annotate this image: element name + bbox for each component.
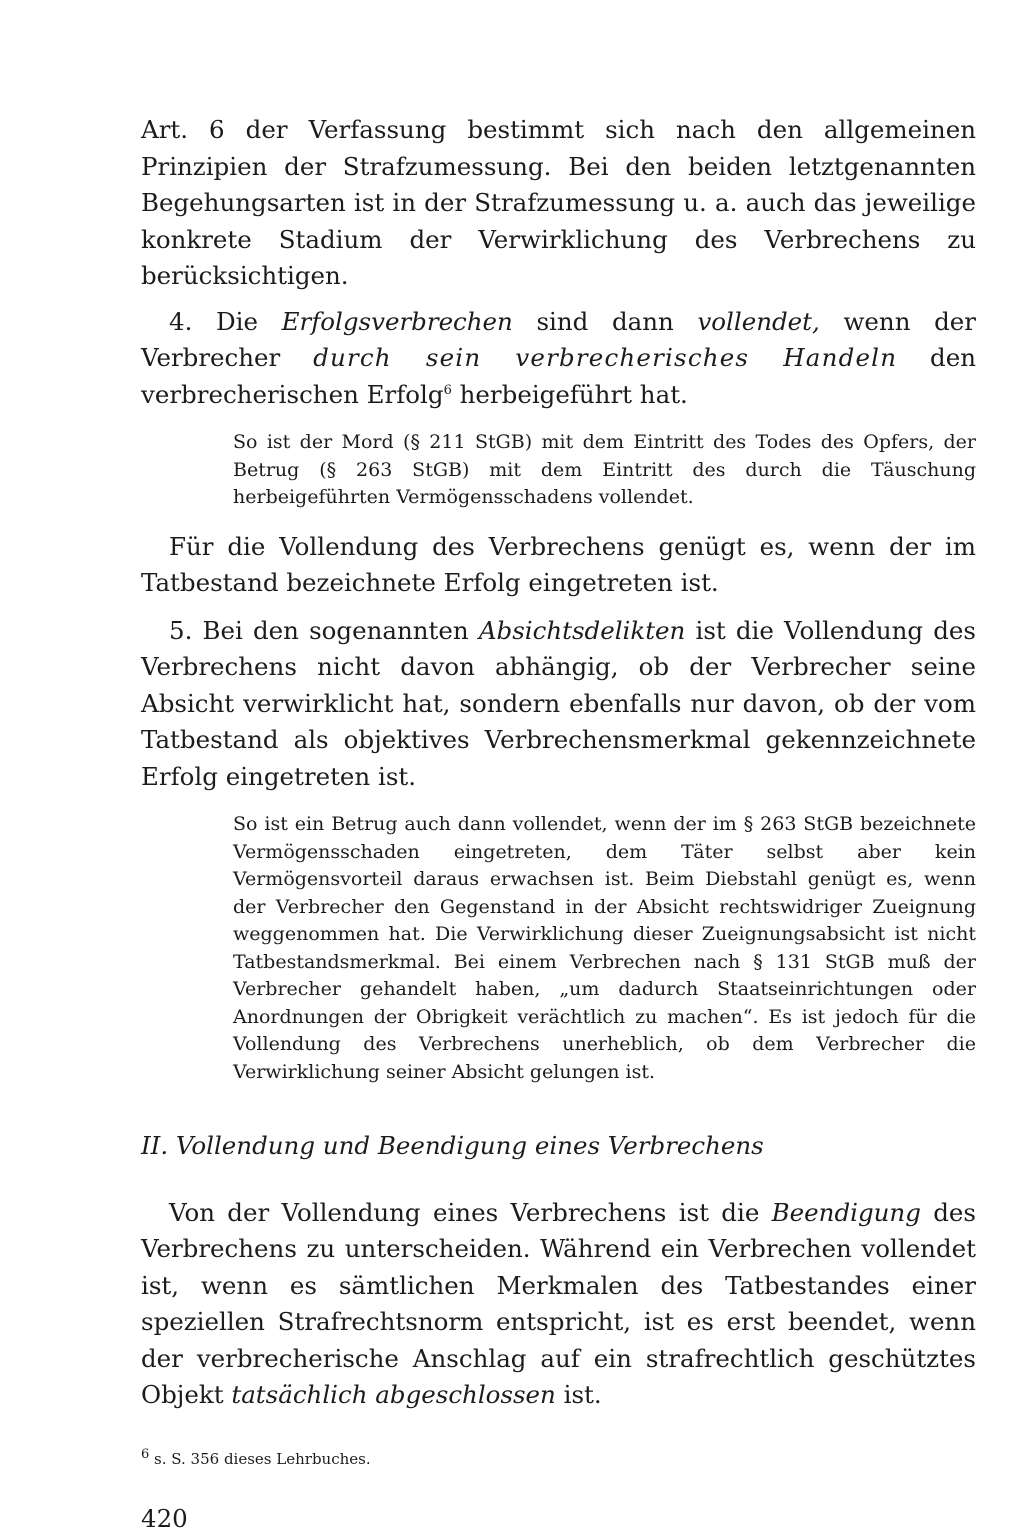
- emphasis-abgeschlossen: tatsächlich abgeschlossen: [231, 1380, 556, 1409]
- paragraph-2-text: wenn der Verbrecher: [141, 306, 976, 372]
- footnote-reference: 6: [443, 382, 452, 398]
- note-block-2: So ist ein Betrug auch dann vollendet, wenn der im § 263 StGB bezeichnete Vermögensschaden eingetreten, dem Täter selbst aber kein Vermögensvorteil daraus erwachsen ist. Beim Diebstahl genügt es, wenn der Verbrecher den Gegenstand in der Absicht rechtswidriger Zueignung weggenommen hat. Die Verwirklichung dieser Zueignungsabsicht ist nicht Tatbestandsmerkmal. Bei einem Verbrechen nach § 131 StGB muß der Verbrecher gehandelt haben, „um dadurch Staatseinrichtungen oder Anordnungen der Obrigkeit verächtlich zu machen“. Es ist jedoch für die Vollendung des Verbrechens unerheblich, ob dem Verbrecher die Verwirklichung seiner Absicht gelungen ist.: [233, 813, 976, 1083]
- document-page: [141, 112, 976, 1534]
- paragraph-2-text: herbeigeführt hat.: [451, 379, 688, 409]
- page-number: 420: [141, 1503, 188, 1533]
- section-heading: II. Vollendung und Beendigung eines Verbrechens: [141, 1131, 764, 1160]
- footnote: [141, 1448, 976, 1470]
- paragraph-4-text: 5. Bei den sogenannten: [169, 615, 479, 645]
- emphasis-vollendet: vollendet,: [697, 306, 820, 336]
- emphasis-beendigung: Beendigung: [771, 1197, 921, 1227]
- paragraph-4-text: ist die Vollendung des Verbrechens nicht davon abhängig, ob der Verbrecher seine Absicht verwirklicht hat, sondern ebenfalls nur davon, ob der vom Tatbestand als objektives Verbrechensmerkmal gekennzeichnete Erfolg eingetreten ist.: [141, 615, 976, 791]
- paragraph-2-text: sind dann: [512, 306, 698, 336]
- paragraph-2: [141, 304, 976, 414]
- footnote-mark: 6: [141, 1446, 150, 1462]
- paragraph-5-text: ist.: [555, 1380, 602, 1409]
- paragraph-1: Art. 6 der Verfassung bestimmt sich nach den allgemeinen Prinzipien der Strafzumessung. Bei den beiden letztgenannten Begehungsarten ist in der Strafzumessung u. a. auch das jeweilige konkrete Stadium der Verwirklichung des Verbrechens zu berücksichtigen.: [141, 115, 976, 290]
- paragraph-5-text: Von der Vollendung eines Verbrechens ist die: [169, 1197, 772, 1227]
- emphasis-absichtsdelikten: Absichtsdelikten: [478, 615, 686, 645]
- paragraph-2-text: 4. Die: [169, 306, 282, 336]
- paragraph-5-text: des Verbrechens zu unterscheiden. Während ein Verbrechen vollendet ist, wenn es sämtlichen Merkmalen des Tatbestandes einer speziellen Strafrechtsnorm entspricht, ist es erst beendet, wenn der verbrecherische Anschlag auf ein strafrechtlich geschütztes Objekt: [141, 1197, 977, 1409]
- emphasis-handeln: durch sein verbrecherisches Handeln: [313, 343, 898, 372]
- paragraph-3: Für die Vollendung des Verbrechens genügt es, wenn der im Tatbestand bezeichnete Erfolg eingetreten ist.: [141, 531, 976, 597]
- paragraph-5: [141, 1195, 976, 1414]
- paragraph-2-text: den verbrecherischen Erfolg: [141, 343, 976, 409]
- emphasis-erfolgsverbrechen: Erfolgsverbrechen: [281, 306, 513, 336]
- paragraph-4: [141, 613, 976, 796]
- footnote-text: s. S. 356 dieses Lehrbuches.: [149, 1449, 371, 1468]
- note-block-1: So ist der Mord (§ 211 StGB) mit dem Eintritt des Todes des Opfers, der Betrug (§ 263 StGB) mit dem Eintritt des durch die Täuschung herbeigeführten Vermögensschadens vollendet.: [233, 431, 976, 508]
